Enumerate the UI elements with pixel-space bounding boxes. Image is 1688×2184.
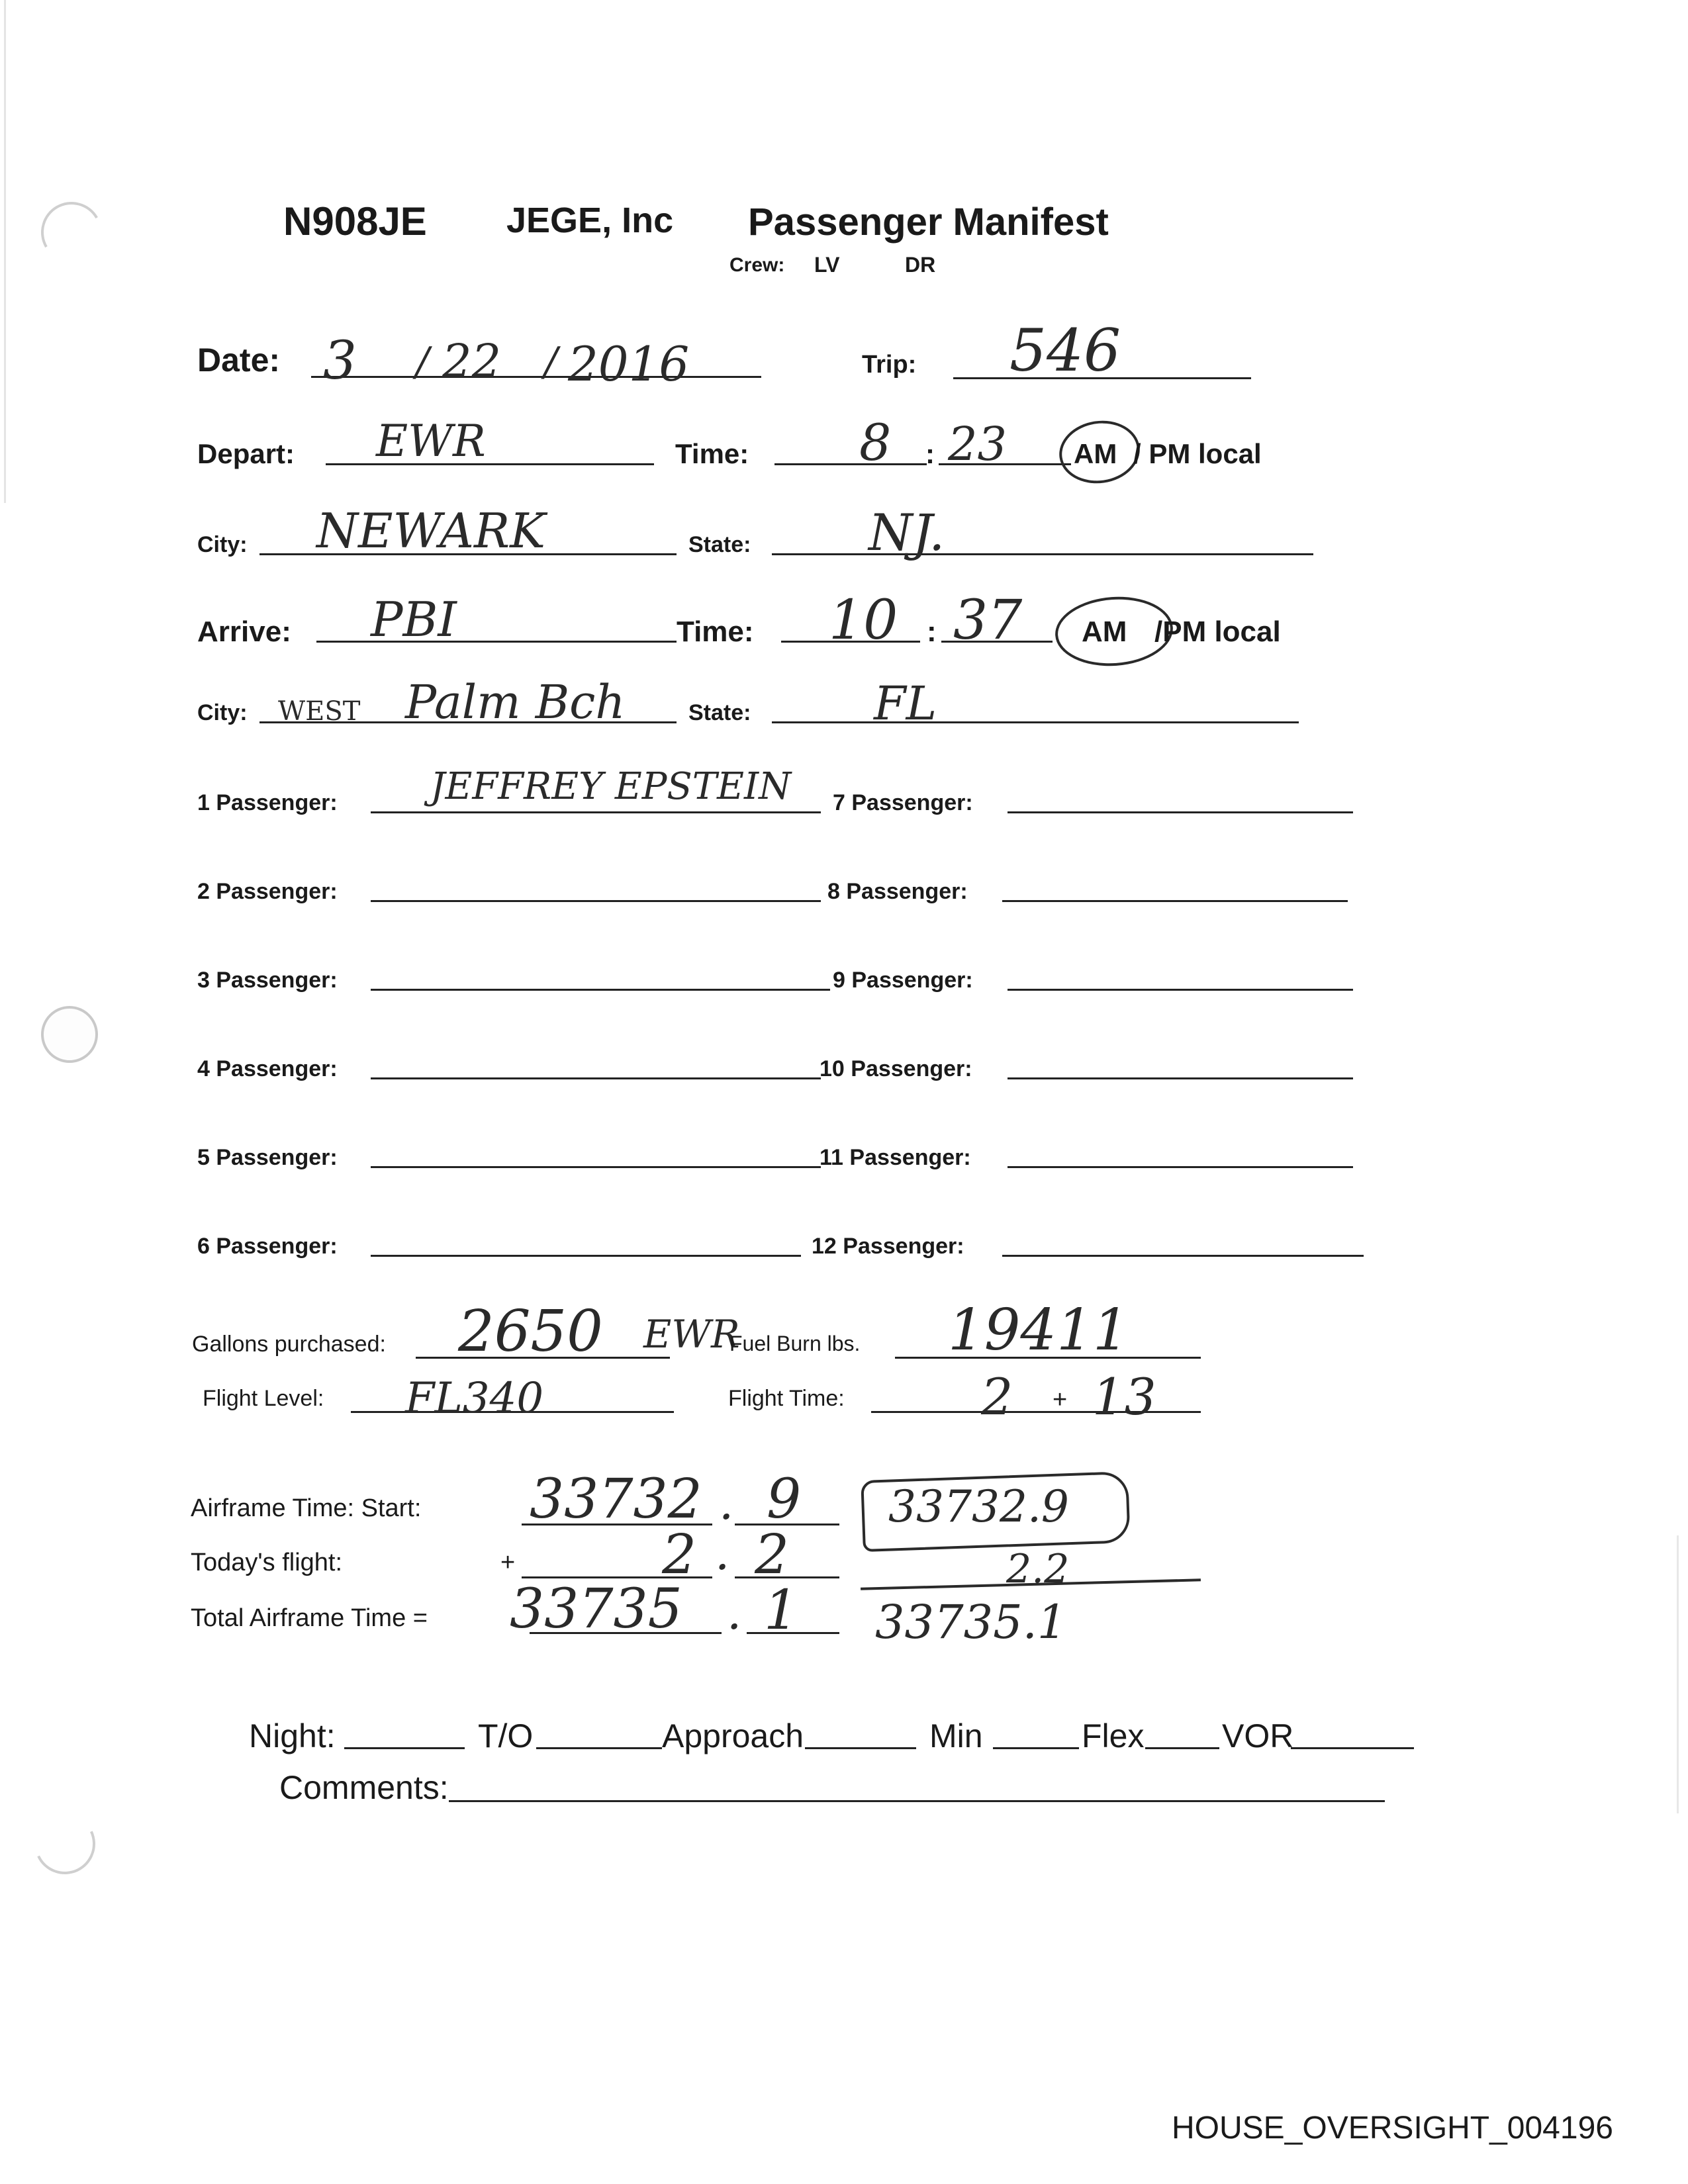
today-flight-label: Today's flight: [191,1549,343,1576]
flight-time-plus: + [1053,1386,1068,1414]
company-name: JEGE, Inc [506,201,674,240]
tail-number: N908JE [283,199,427,244]
arrive-label: Arrive: [197,615,291,648]
passenger-3-underline [371,989,830,991]
passenger-10-underline [1008,1077,1353,1079]
airframe-start-label: Airframe Time: Start: [191,1494,422,1522]
depart-airport[interactable]: EWR [376,416,486,467]
arrive-am[interactable]: AM [1082,615,1127,648]
depart-state-underline [772,553,1313,555]
flex-underline [1145,1747,1219,1749]
total-airframe-int[interactable]: 33735 [510,1578,682,1641]
vor-underline [1291,1747,1414,1749]
page-title: Passenger Manifest [748,201,1109,244]
trip-number[interactable]: 546 [1009,316,1121,385]
side-calc-today[interactable]: 2.2 [1006,1546,1070,1592]
arrive-pm-local: /PM local [1154,615,1281,648]
arrive-time-colon: : [927,615,937,648]
passenger-9-label: 9 Passenger: [833,968,973,993]
date-day[interactable]: 22 [442,334,502,388]
bates-number: HOUSE_OVERSIGHT_004196 [1172,2111,1613,2146]
gallons-value[interactable]: 2650 [458,1298,603,1365]
vor-label: VOR [1222,1717,1294,1754]
depart-state-label: State: [688,532,751,557]
depart-time-colon: : [925,438,935,469]
comments-label: Comments: [279,1769,449,1806]
depart-time-label: Time: [675,438,749,469]
binder-hole-top [34,195,109,270]
binder-hole-middle [41,1006,98,1063]
arrive-hour[interactable]: 10 [829,589,898,652]
passenger-11-underline [1008,1166,1353,1168]
passenger-12-label: 12 Passenger: [812,1234,964,1259]
depart-pm-local: / PM local [1133,438,1262,469]
passenger-9-underline [1008,989,1353,991]
flight-level-value[interactable]: FL340 [405,1374,544,1423]
passenger-5-label: 5 Passenger: [197,1145,338,1170]
approach-label: Approach [662,1717,804,1754]
passenger-1-label: 1 Passenger: [197,790,338,815]
min-label: Min [929,1717,983,1754]
passenger-3-label: 3 Passenger: [197,968,338,993]
approach-underline [805,1747,916,1749]
flight-time-label: Flight Time: [728,1386,845,1411]
comments-underline [449,1800,1385,1802]
fuel-burn-label: Fuel Burn lbs. [729,1332,861,1355]
passenger-8-underline [1002,900,1348,902]
night-underline [344,1747,465,1749]
crew-2: DR [905,253,936,277]
passenger-11-label: 11 Passenger: [820,1145,971,1170]
today-flight-dec[interactable]: 2 [755,1524,790,1586]
night-label: Night: [249,1717,336,1754]
arrive-minute[interactable]: 37 [953,589,1023,652]
depart-am[interactable]: AM [1074,438,1117,469]
today-flight-int[interactable]: 2 [662,1524,697,1586]
crew-label: Crew: [729,254,785,276]
date-month[interactable]: 3 [323,330,357,391]
arrive-state-underline [772,721,1299,723]
depart-state[interactable]: NJ. [868,503,945,562]
passenger-4-underline [371,1077,821,1079]
flight-level-label: Flight Level: [203,1386,324,1411]
side-calc-start[interactable]: 33732.9 [888,1481,1069,1532]
arrive-state[interactable]: FL [874,676,937,731]
date-year[interactable]: 2016 [568,336,690,392]
flight-time-minutes[interactable]: 13 [1092,1367,1156,1426]
depart-hour[interactable]: 8 [859,413,892,472]
side-calc-total[interactable]: 33735.1 [875,1595,1067,1649]
passenger-6-underline [371,1255,801,1257]
total-airframe-label: Total Airframe Time = [191,1604,428,1632]
passenger-1-name[interactable]: JEFFREY EPSTEIN [430,765,792,808]
trip-label: Trip: [862,351,917,379]
passenger-12-underline [1002,1255,1364,1257]
airframe-start-int[interactable]: 33732 [530,1468,702,1531]
to-underline [536,1747,662,1749]
binder-hole-bottom [26,1805,104,1883]
passenger-7-underline [1008,811,1353,813]
flex-label: Flex [1082,1717,1145,1754]
passenger-2-label: 2 Passenger: [197,879,338,904]
arrive-city-label: City: [197,700,248,725]
total-airframe-dot: . [727,1586,742,1640]
depart-minute[interactable]: 23 [948,417,1008,471]
passenger-4-label: 4 Passenger: [197,1056,338,1081]
today-flight-plus: + [500,1549,516,1576]
passenger-1-underline [371,811,821,813]
total-airframe-dec[interactable]: 1 [764,1579,799,1642]
passenger-2-underline [371,900,821,902]
arrive-city-prefix[interactable]: WEST [278,696,361,727]
crew-1: LV [814,253,840,277]
arrive-time-label: Time: [677,615,754,648]
right-edge-mark [1677,1535,1679,1813]
gallons-note[interactable]: EWR [643,1312,740,1357]
arrive-state-label: State: [688,700,751,725]
airframe-start-dot: . [719,1476,734,1530]
depart-label: Depart: [197,438,295,469]
passenger-8-label: 8 Passenger: [827,879,968,904]
depart-city[interactable]: NEWARK [316,503,545,559]
depart-time-hour-underline [774,463,927,465]
date-separator-1: / [416,339,430,385]
gallons-label: Gallons purchased: [192,1332,386,1357]
airframe-start-dec[interactable]: 9 [767,1468,802,1531]
passenger-7-label: 7 Passenger: [833,790,973,815]
flight-time-hours[interactable]: 2 [981,1367,1013,1426]
date-underline [311,376,761,378]
arrive-airport[interactable]: PBI [371,592,457,647]
date-separator-2: / [544,339,558,385]
passenger-5-underline [371,1166,821,1168]
passenger-6-label: 6 Passenger: [197,1234,338,1259]
to-label: T/O [478,1717,534,1754]
min-underline [993,1747,1079,1749]
depart-underline [326,463,654,465]
left-edge-mark [4,0,6,503]
passenger-10-label: 10 Passenger: [820,1056,972,1081]
fuel-burn-value[interactable]: 19411 [948,1297,1129,1363]
arrive-city[interactable]: Palm Bch [405,675,626,729]
date-label: Date: [197,341,281,379]
today-flight-dot: . [715,1526,730,1580]
depart-city-label: City: [197,532,248,557]
